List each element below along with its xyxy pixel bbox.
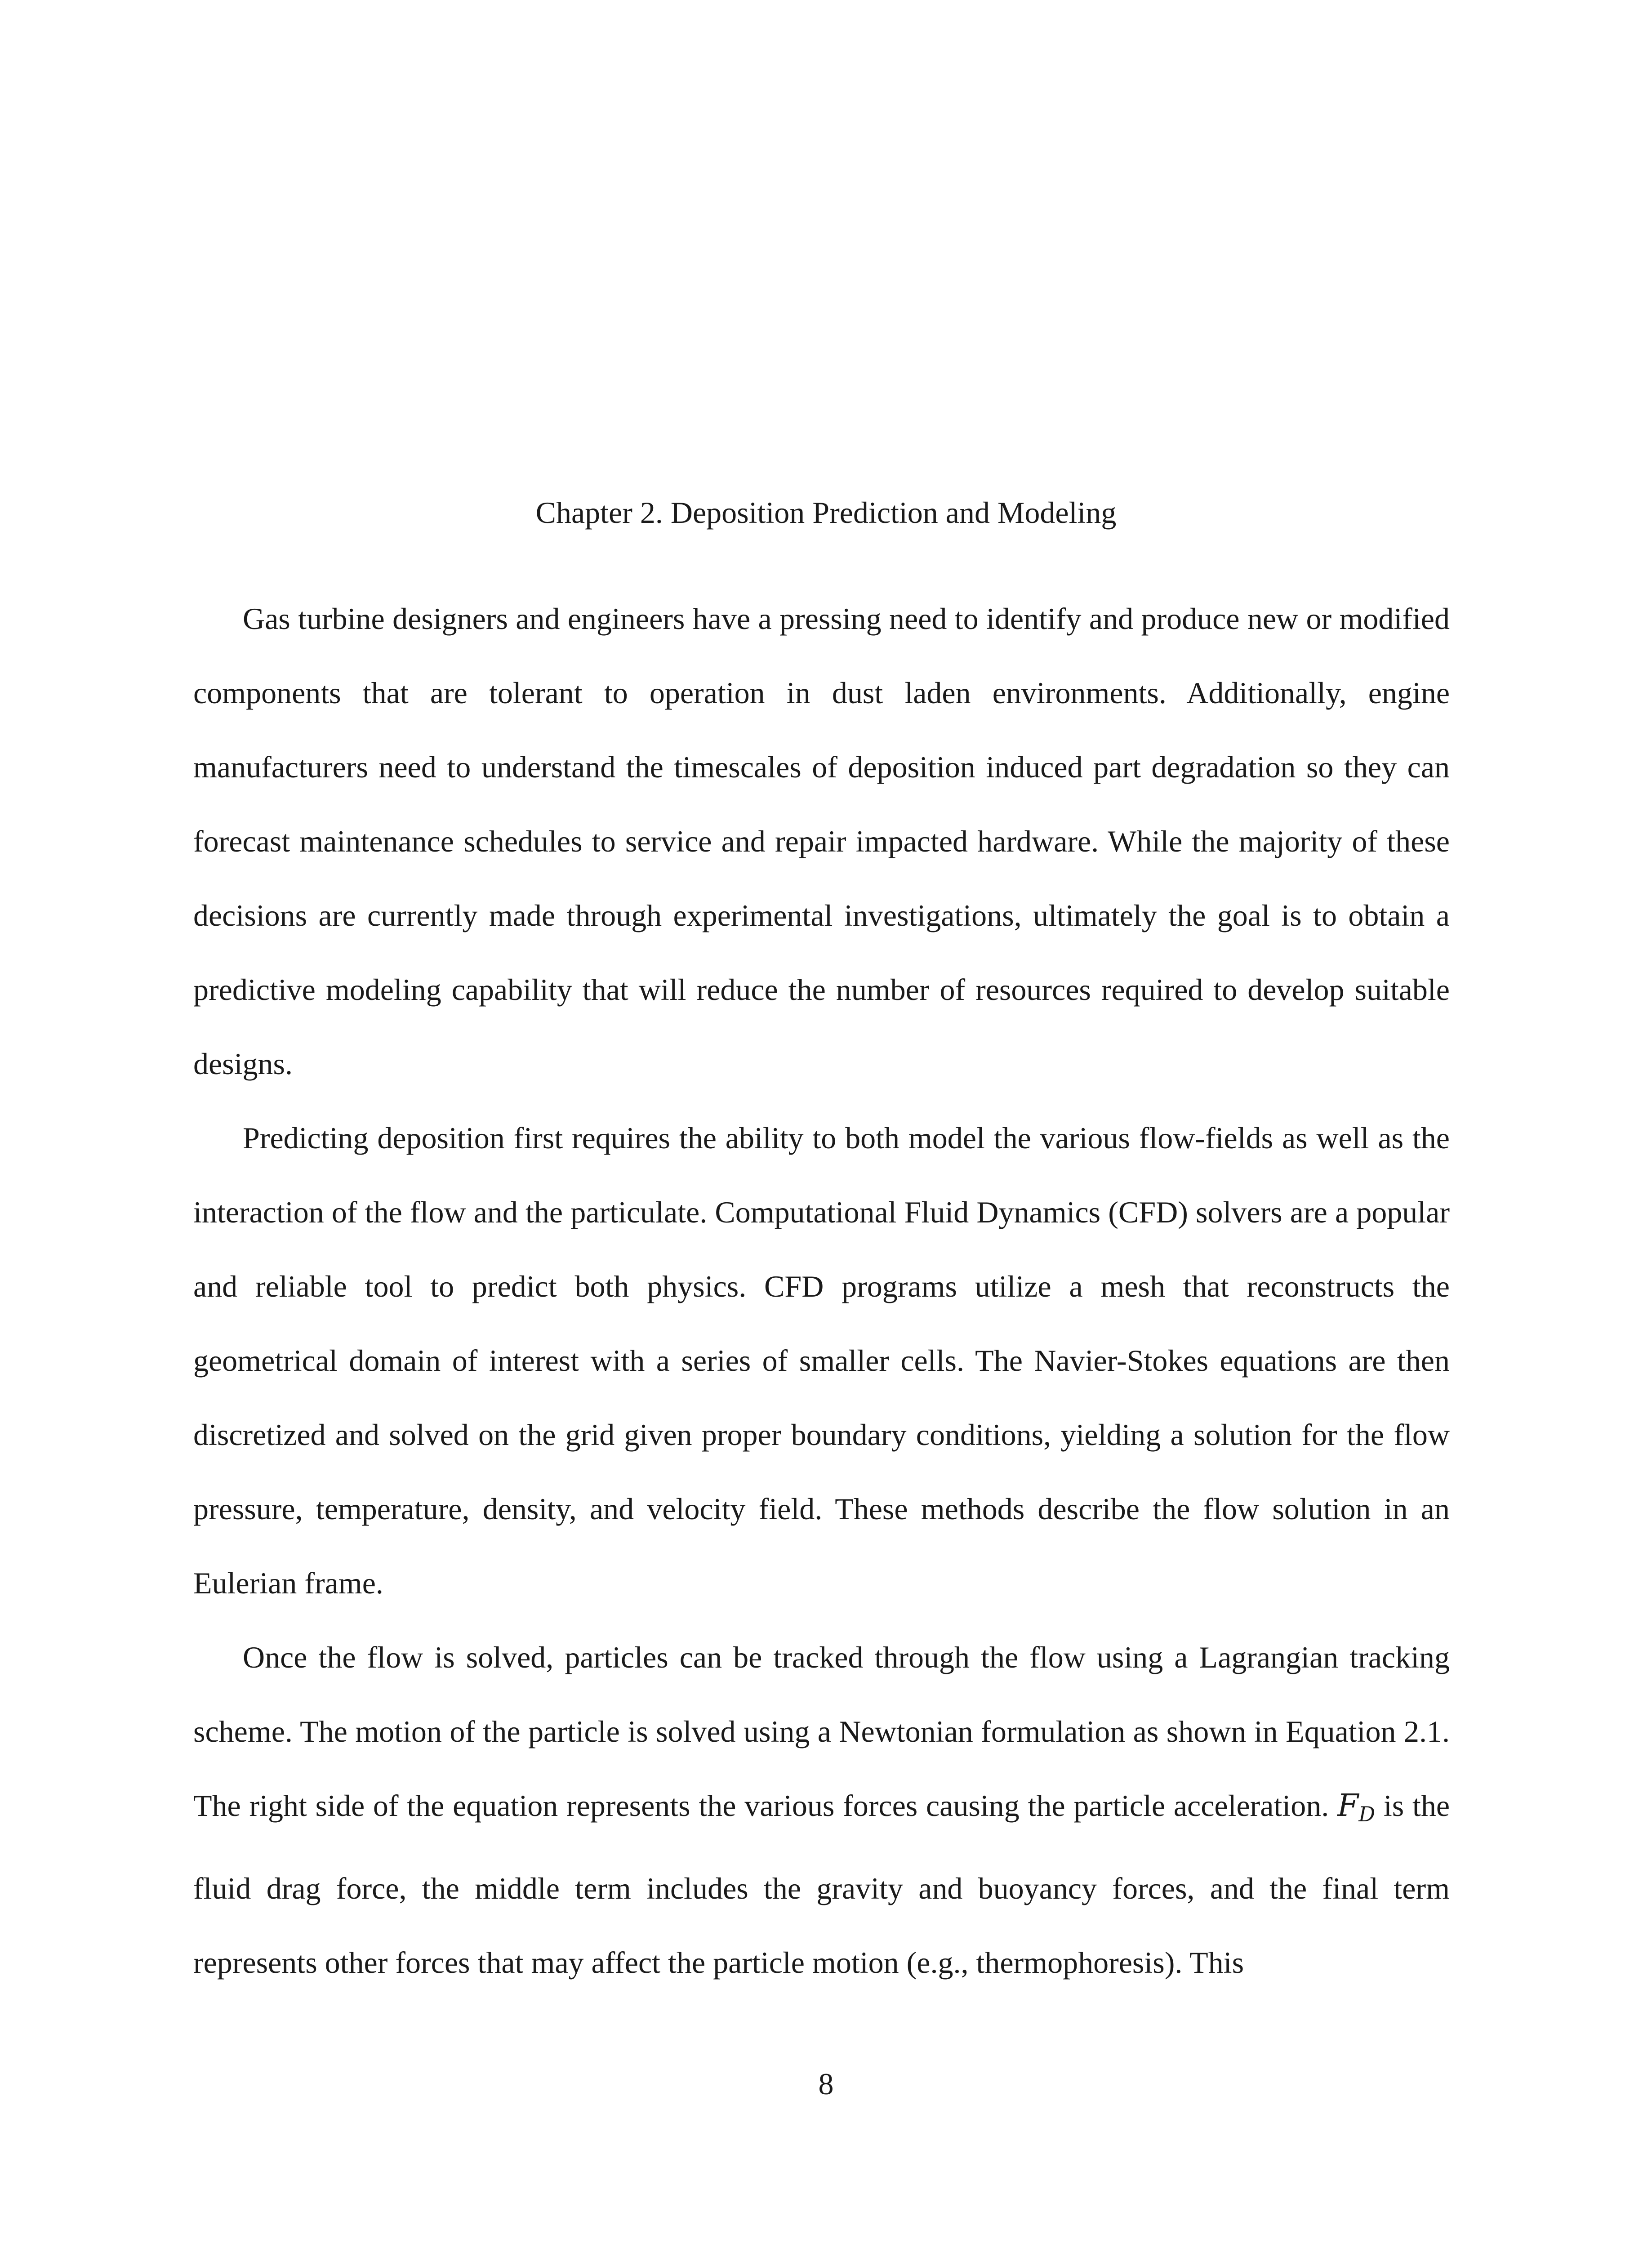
drag-force-symbol-base: F	[1337, 1788, 1359, 1824]
drag-force-symbol	[1337, 1788, 1375, 1824]
drag-force-symbol-subscript: D	[1358, 1802, 1376, 1826]
page-number: 8	[818, 2067, 834, 2101]
paragraph-1: Gas turbine designers and engineers have a pressing need to identify and produce new or modified components that are tolerant to operation in dust laden environments. Additionally, engine manufacturers need to understand the timescales of deposition induced part degradation so they can forecast maintenance schedules to service and repair impacted hardware. While the majority of these decisions are currently made through experimental investigations, ultimately the goal is to obtain a predictive modeling capability that will reduce the number of resources required to develop suitable designs.	[193, 602, 1450, 1081]
chapter-title: Chapter 2. Deposition Prediction and Modeling	[535, 495, 1117, 530]
paragraph-3-part-1: Once the flow is solved, particles can be tracked through the flow using a Lagrangian tracking scheme. The motion of the particle is solved using a Newtonian formulation as shown in Equation 2.1. The right side of the equation represents the various forces causing the particle acceleration.	[193, 1640, 1450, 1823]
paragraph-3-part-2: is the fluid drag force, the middle term includes the gravity and buoyancy forces, and the final term represents other forces that may affect the particle motion (e.g., thermophoresis). This	[193, 1789, 1450, 1980]
paragraph-2: Predicting deposition first requires the ability to both model the various flow-fields as well as the interaction of the flow and the particulate. Computational Fluid Dynamics (CFD) solvers are a popular and reliable tool to predict both physics. CFD programs utilize a mesh that reconstructs the geometrical domain of interest with a series of smaller cells. The Navier-Stokes equations are then discretized and solved on the grid given proper boundary conditions, yielding a solution for the flow pressure, temperature, density, and velocity field. These methods describe the flow solution in an Eulerian frame.	[193, 1121, 1450, 1600]
body-text	[193, 582, 1450, 2000]
paragraph-3	[193, 1620, 1450, 2000]
